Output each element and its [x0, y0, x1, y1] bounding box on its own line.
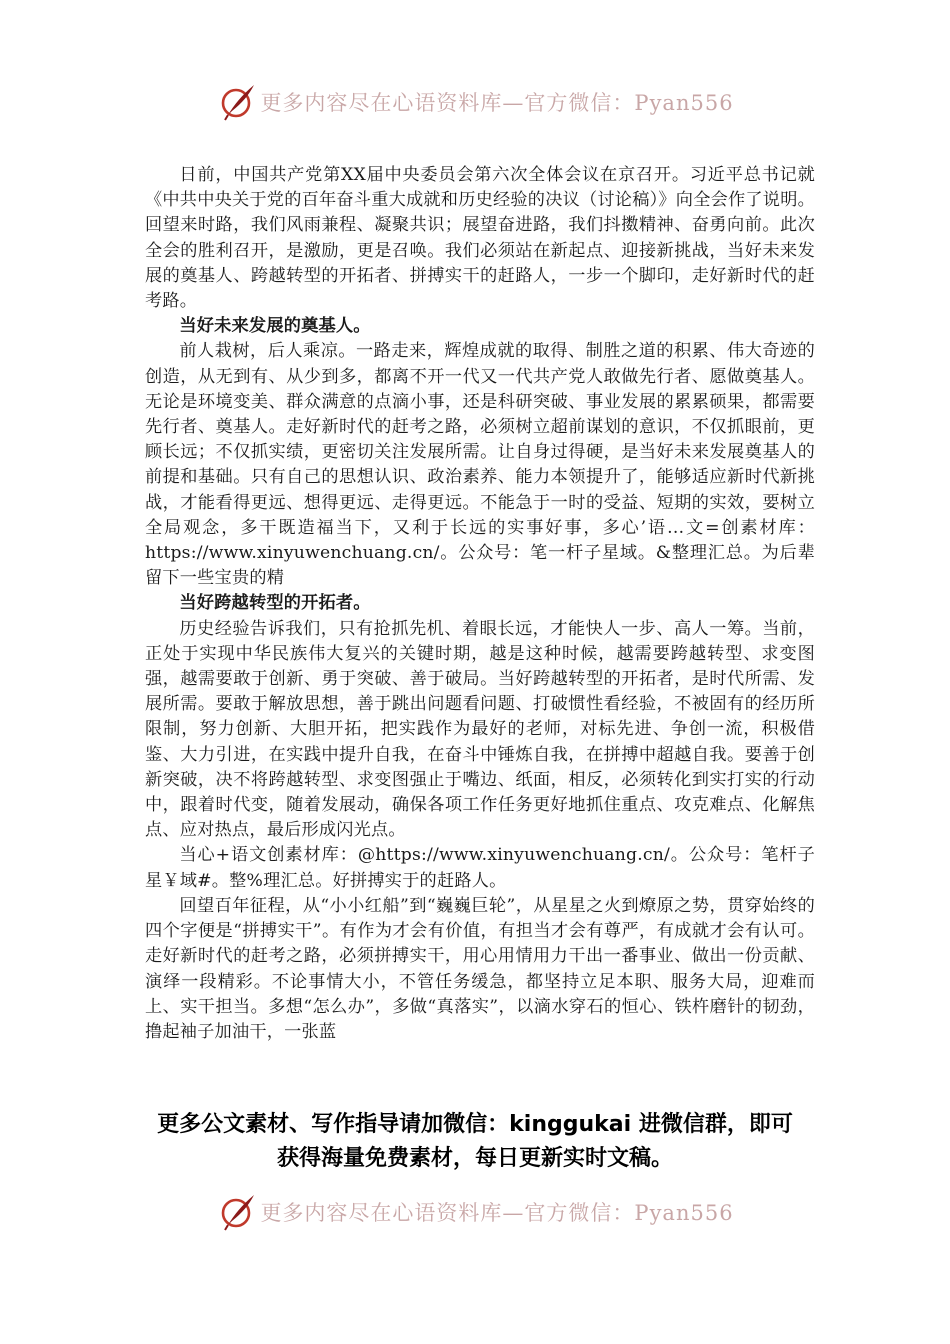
- paragraph-pioneer: 历史经验告诉我们，只有抢抓先机、着眼长远，才能快人一步、高人一筹。当前，正处于实现中华民族伟大复兴的关键时期，越是这种时候，越需要跨越转型、求变图强，越需要敢于创新、勇于突破、善于破局。当好跨越转型的开拓者，是时代所需、发展所需。要敢于解放思想，善于跳出问题看问题、打破惯性看经验，不被固有的经历所限制，努力创新、大胆开拓，把实践作为最好的老师，对标先进、争创一流，积极借鉴、大力引进，在实践中提升自我，在奋斗中锤炼自我，在拼搏中超越自我。要善于创新突破，决不将跨越转型、求变图强止于嘴边、纸面，相反，必须转化到实打实的行动中，跟着时代变，随着发展动，确保各项工作任务更好地抓住重点、攻克难点、化解焦点、应对热点，最后形成闪光点。: [145, 618, 815, 841]
- paragraph-watermark-heading: 当心+语文创素材库：@https://www.xinyuwenchuang.cn/。公众号：笔杆子星￥域#。整%理汇总。好拼搏实于的赶路人。: [145, 845, 815, 891]
- section-heading-foundation: 当好未来发展的奠基人。: [179, 316, 371, 337]
- paragraph-intro: 日前，中国共产党第XX届中央委员会第六次全体会议在京召开。习近平总书记就《中共中央关于党的百年奋斗重大成就和历史经验的决议（讨论稿）》向全会作了说明。回望来时路，我们风雨兼程、凝聚共识；展望奋进路，我们抖擞精神、奋勇向前。此次全会的胜利召开，是激励，更是召唤。我们必须站在新起点、迎接新挑战，当好未来发展的奠基人、跨越转型的开拓者、拼搏实干的赶路人，一步一个脚印，走好新时代的赶考路。: [145, 165, 815, 312]
- bottom-banner: [0, 1190, 950, 1234]
- quill-logo-icon: [216, 81, 258, 123]
- paragraph-hardwork: 回望百年征程，从“小小红船”到“巍巍巨轮”，从星星之火到燎原之势，贯穿始终的四个字便是“拼搏实干”。有作为才会有价值，有担当才会有尊严，有成就才会有认可。走好新时代的赶考之路，必须拼搏实干，用心用情用力干出一番事业、做出一份贡献、演绎一段精彩。不论事情大小，不管任务缓急，都坚持立足本职、服务大局，迎难而上、实干担当。多想“怎么办”，多做“真落实”，以滴水穿石的恒心、铁杵磨针的韧劲，撸起袖子加油干，一张蓝: [145, 895, 815, 1042]
- wechat-promo-note: [0, 1108, 950, 1176]
- quill-logo-icon: [216, 1191, 258, 1233]
- article-body: [145, 163, 815, 1045]
- section-heading-pioneer: 当好跨越转型的开拓者。: [179, 593, 371, 614]
- paragraph-foundation: 前人栽树，后人乘凉。一路走来，辉煌成就的取得、制胜之道的积累、伟大奇迹的创造，从无到有、从少到多，都离不开一代又一代共产党人敢做先行者、愿做奠基人。无论是环境变美、群众满意的点滴小事，还是科研突破、事业发展的累累硕果，都需要先行者、奠基人。走好新时代的赶考之路，必须树立超前谋划的意识，不仅抓眼前，更顾长远；不仅抓实绩，更密切关注发展所需。让自身过得硬，是当好未来发展奠基人的前提和基础。只有自己的思想认识、政治素养、能力本领提升了，能够适应新时代新挑战，才能看得更远、想得更远、走得更远。不能急于一时的受益、短期的实效，要树立全局观念，多干既造福当下，又利于长远的实事好事，多心’语…文=创素材库：https://www.xinyuwenchuang.cn/。公众号：笔一杆子星域。&整理汇总。为后辈留下一些宝贵的精: [145, 341, 815, 589]
- top-banner: [0, 80, 950, 124]
- promo-line-1: 更多公文素材、写作指导请加微信：kinggukai 进微信群，即可: [157, 1112, 793, 1137]
- promo-line-2: 获得海量免费素材，每日更新实时文稿。: [276, 1146, 673, 1171]
- banner-text: 更多内容尽在心语资料库—官方微信：Pyan556: [260, 91, 734, 115]
- banner-text: 更多内容尽在心语资料库—官方微信：Pyan556: [260, 1201, 734, 1225]
